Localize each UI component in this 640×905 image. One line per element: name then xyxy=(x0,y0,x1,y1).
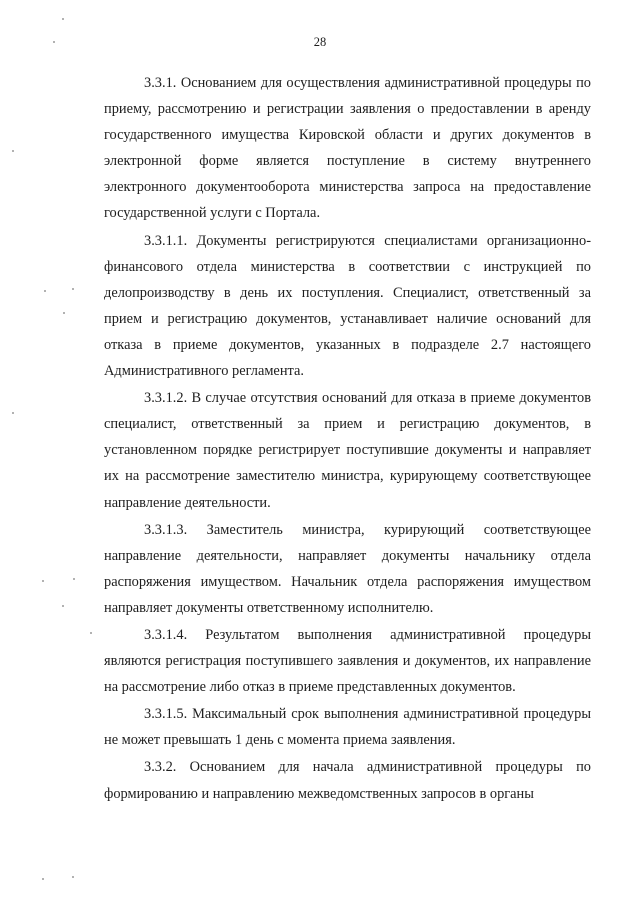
scan-speck xyxy=(12,412,14,414)
scan-speck xyxy=(42,580,44,582)
scan-speck xyxy=(42,878,44,880)
scan-speck xyxy=(72,288,74,290)
paragraph-3-3-2: 3.3.2. Основанием для начала административной процедуры по формированию и направлению межведомственных запросов в органы xyxy=(104,759,591,802)
scan-speck xyxy=(62,605,64,607)
scan-speck xyxy=(63,312,65,314)
paragraph-3-3-1-1: 3.3.1.1. Документы регистрируются специалистами организационно-финансового отдела министерства в соответствии с инструкцией по делопроизводству в день их поступления. Специалист, ответственный за прием и регистрацию документов, устанавливает наличие оснований для отказа в приеме документов, указанных в подразделе 2.7 настоящего Административного регламента. xyxy=(104,232,591,380)
scan-speck xyxy=(44,290,46,292)
page-number: 28 xyxy=(313,35,327,49)
scan-speck xyxy=(62,18,64,20)
document-body xyxy=(104,70,591,808)
paragraph-3-3-1-2: 3.3.1.2. В случае отсутствия оснований для отказа в приеме документов специалист, ответственный за прием и регистрацию документов, в установленном порядке регистрирует поступившие документы и направляет их на рассмотрение заместителю министра, курирующему соответствующее направление деятельности. xyxy=(104,390,591,511)
paragraph-3-3-1-3: 3.3.1.3. Заместитель министра, курирующий соответствующее направление деятельности, направляет документы начальнику отдела распоряжения имуществом. Начальник отдела распоряжения имуществом направляет документы ответственному исполнителю. xyxy=(104,521,591,616)
paragraph-3-3-1-4: 3.3.1.4. Результатом выполнения административной процедуры являются регистрация поступившего заявления и документов, их направление на рассмотрение либо отказ в приеме представленных документов. xyxy=(104,626,591,696)
scan-speck xyxy=(73,578,75,580)
scan-speck xyxy=(90,632,92,634)
scan-speck xyxy=(72,876,74,878)
paragraph-3-3-1: 3.3.1. Основанием для осуществления административной процедуры по приему, рассмотрению и регистрации заявления о предоставлении в аренду государственного имущества Кировской области и других документов в электронной форме является поступление в систему внутреннего электронного документооборота министерства запроса на предоставление государственной услуги с Портала. xyxy=(104,75,591,222)
scan-speck xyxy=(53,41,55,43)
scan-speck xyxy=(12,150,14,152)
paragraph-3-3-1-5: 3.3.1.5. Максимальный срок выполнения административной процедуры не может превышать 1 день с момента приема заявления. xyxy=(104,706,591,749)
